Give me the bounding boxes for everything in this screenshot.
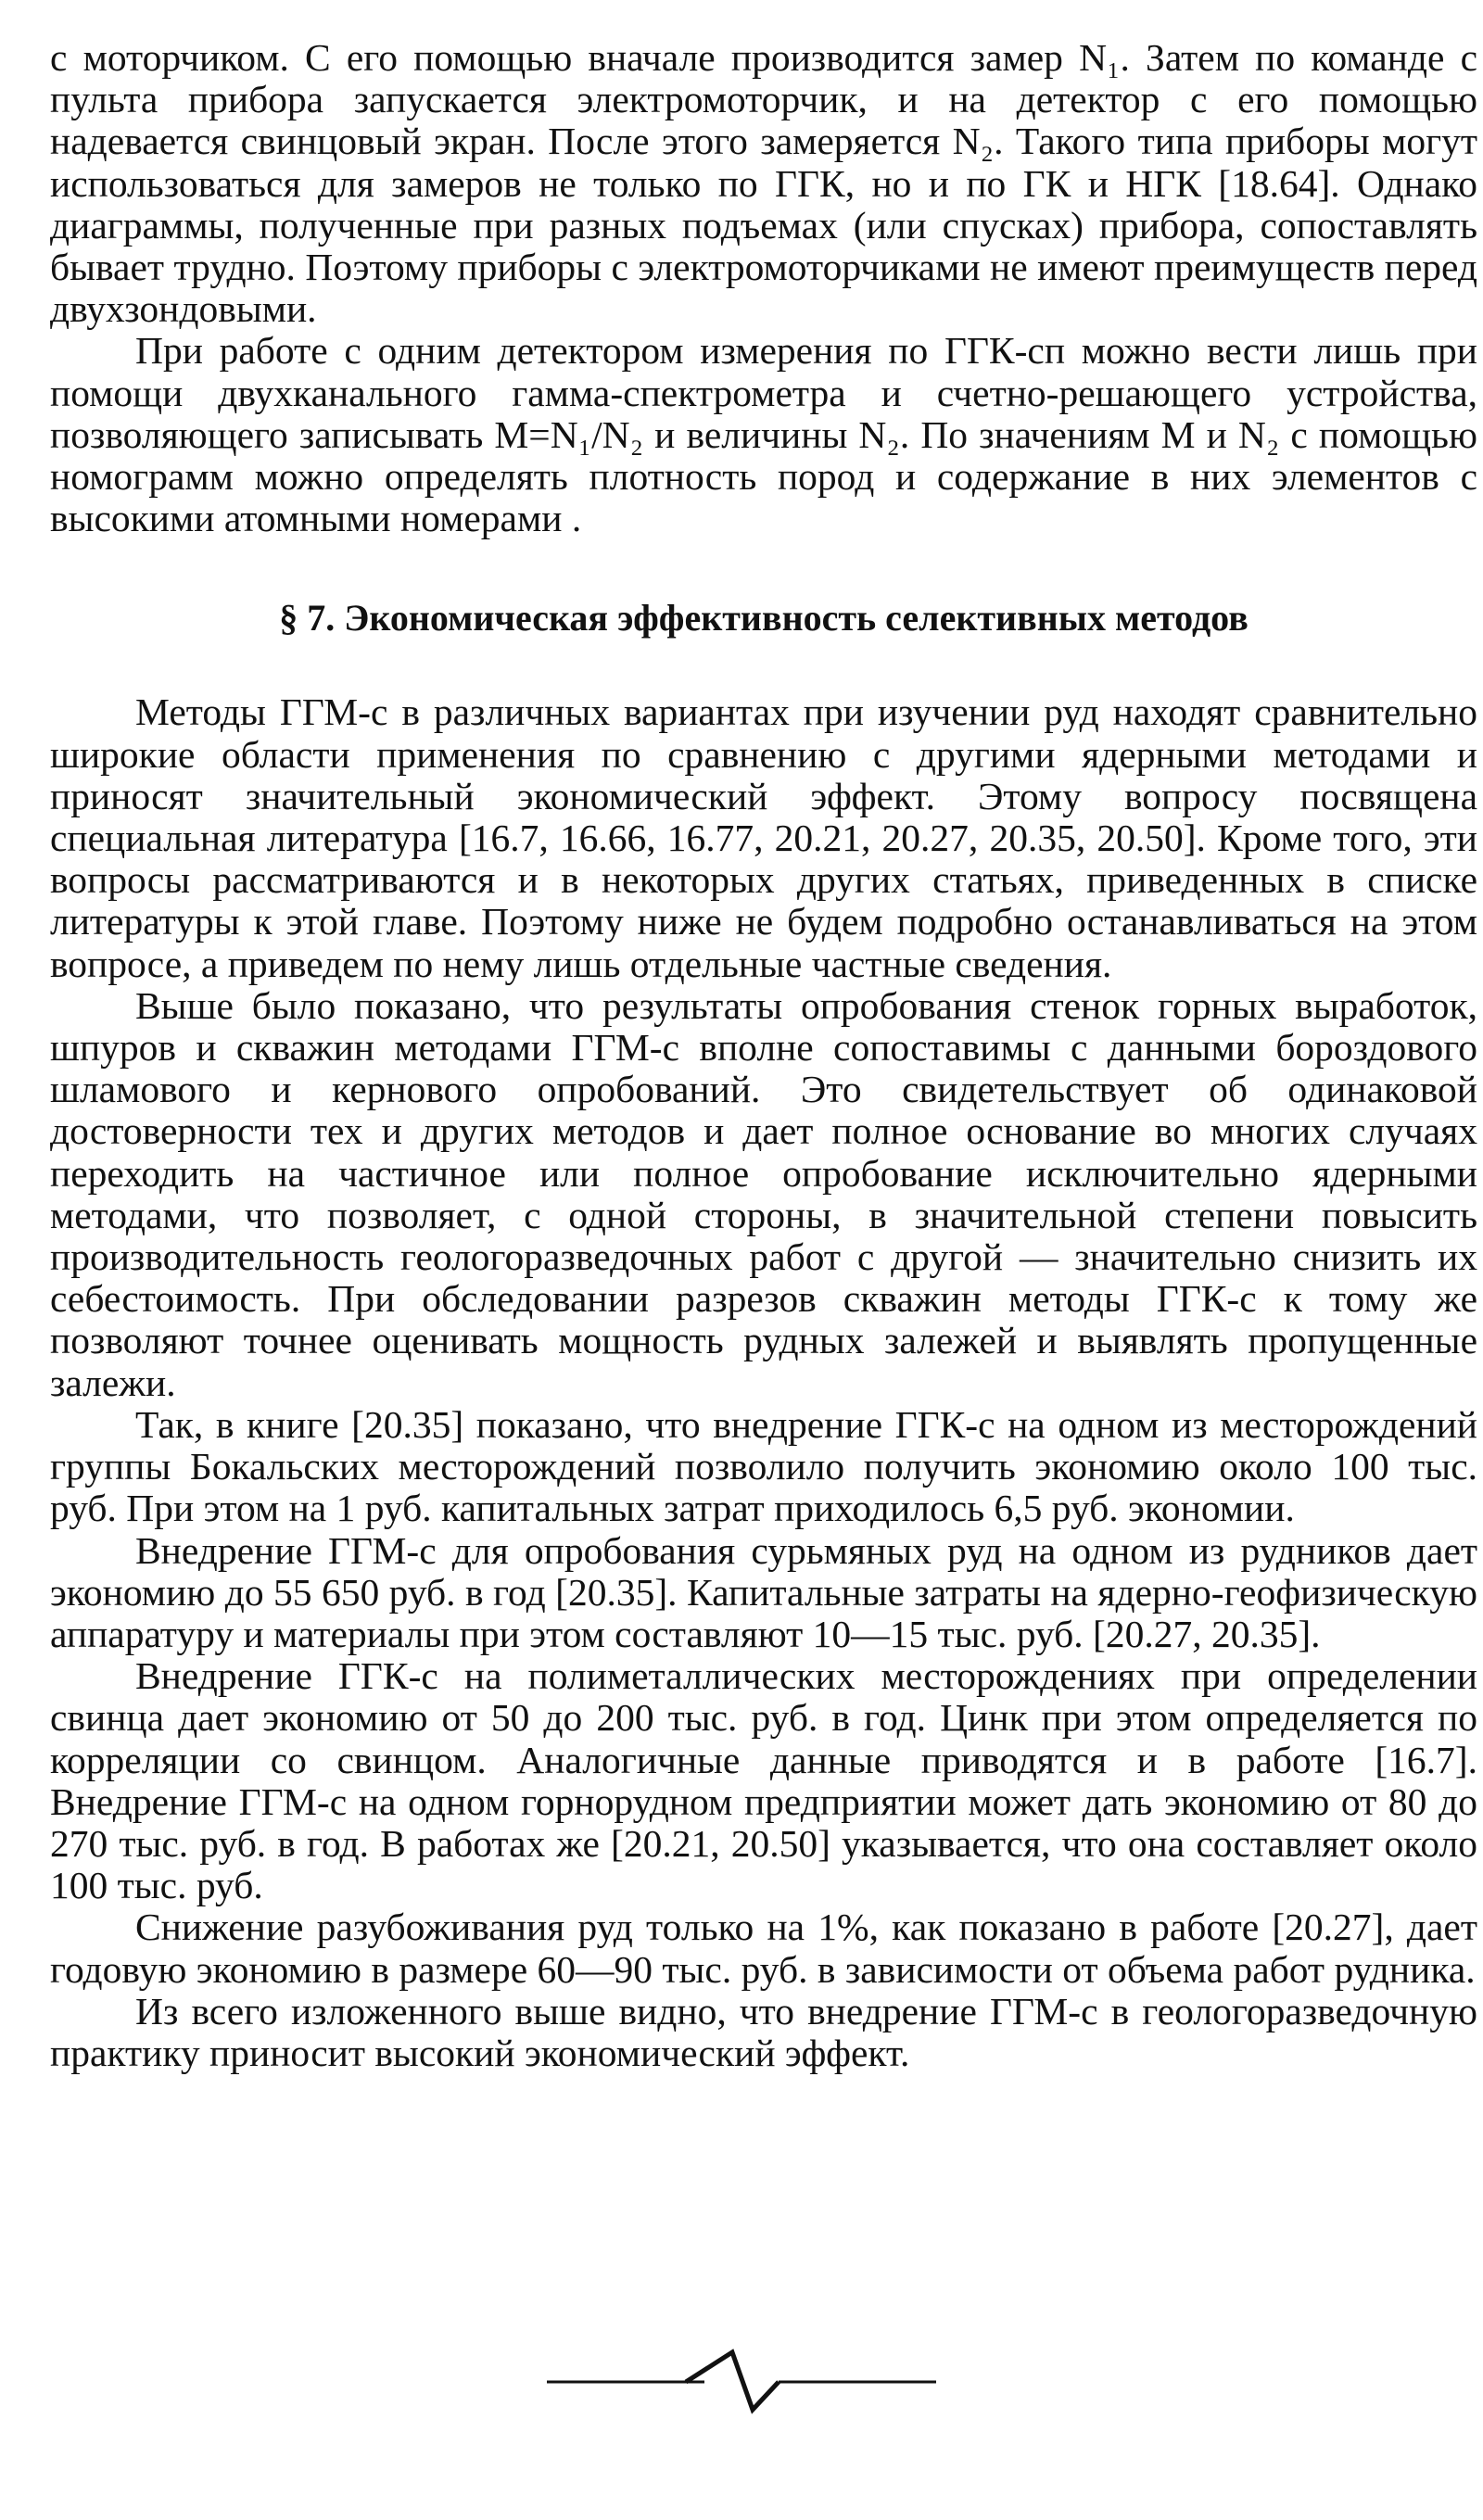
paragraph-8: Снижение разубоживания руд только на 1%, как показано в работе [20.27], дает годовую экономию в размере 60—90 тыс. руб. в зависимости от объема работ рудника. [50,1906,1477,1991]
paragraph-5: Так, в книге [20.35] показано, что внедрение ГГК-с на одном из месторождений группы Бокальских месторождений позволило получить экономию около 100 тыс. руб. При этом на 1 руб. капитальных затрат приходилось 6,5 руб. экономии. [50,1402,1477,1530]
paragraph-4: Выше было показано, что результаты опробования стенок горных выработок, шпуров и скважин методами ГГМ-с вполне сопоставимы с данными бороздового шламового и кернового опробований. Это свидетельствует об одинаковой достоверности тех и других методов и дает полное основание во многих случаях переходить на частичное или полное опробование исключительно ядерными методами, что позволяет, с одной стороны, в значительной степени повысить производительность геологоразведочных работ с другой — значительно снизить их себестоимость. При обследовании разрезов скважин методы ГГК-с к тому же позволяют точнее оценивать мощность рудных залежей и выявлять пропущенные залежи. [50,983,1477,1404]
paragraph-1: с моторчиком. С его помощью вначале производится замер N₁. Затем по команде с пульта прибора запускается электромоторчик, и на детектор с его помощью надевается свинцовый экран. После этого замеряется N₂. Такого типа приборы могут использоваться для замеров не только по ГГК, но и по ГК и НГК [18.64]. Однако диаграммы, полученные при разных подъемах (или спусках) прибора, сопоставлять бывает трудно. Поэтому приборы с электромоторчиками не имеют преимуществ перед двухзондовыми. [50,36,1477,331]
paragraph-9: Из всего изложенного выше видно, что внедрение ГГМ-с в геологоразведочную практику приносит высокий экономический эффект. [50,1989,1477,2074]
zigzag-ornament-icon [547,2345,936,2419]
paragraph-3: Методы ГГМ-с в различных вариантах при изучении руд находят сравнительно широкие области применения по сравнению с другими ядерными методами и приносят значительный экономический эффект. Этому вопросу посвящена специальная литература [16.7, 16.66, 16.77, 20.21, 20.27, 20.35, 20.50]. Кроме того, эти вопросы рассматриваются и в некоторых других статьях, приведенных в списке литературы к этой главе. Поэтому ниже не будем подробно останавливаться на этом вопросе, а приведем по нему лишь отдельные частные сведения. [50,690,1477,985]
paragraph-6: Внедрение ГГМ-с для опробования сурьмяных руд на одном из рудников дает экономию до 55 650 руб. в год [20.35]. Капитальные затраты на ядерно-геофизическую аппаратуру и материалы при этом составляют 10—15 тыс. руб. [20.27, 20.35]. [50,1528,1477,1655]
section-heading: § 7. Экономическая эффективность селективных методов [279,597,1249,639]
paragraph-2: При работе с одним детектором измерения по ГГК-сп можно вести лишь при помощи двухканального гамма-спектрометра и счетно-решающего устройства, позволяющего записывать M=N₁/N₂ и величины N₂. По значениям M и N₂ с помощью номограмм можно определять плотность пород и содержание в них элементов с высокими атомными номерами . [50,329,1477,540]
page-body [50,37,1477,2074]
paragraph-7: Внедрение ГГК-с на полиметаллических месторождениях при определении свинца дает экономию от 50 до 200 тыс. руб. в год. Цинк при этом определяется по корреляции со свинцом. Аналогичные данные приводятся и в работе [16.7]. Внедрение ГГМ-с на одном горнорудном предприятии может дать экономию от 80 до 270 тыс. руб. в год. В работах же [20.21, 20.50] указывается, что она составляет около 100 тыс. руб. [50,1654,1477,1907]
